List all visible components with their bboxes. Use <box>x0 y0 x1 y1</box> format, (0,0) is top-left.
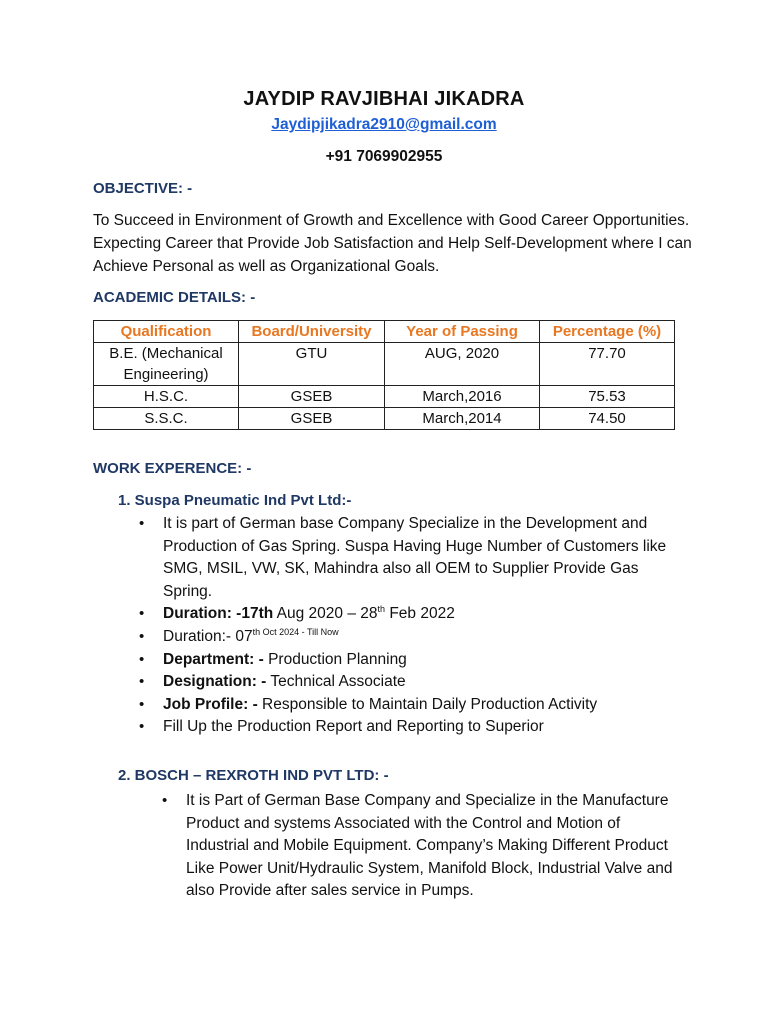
department-label: Department: - <box>163 650 264 668</box>
phone-number: +91 7069902955 <box>325 148 443 165</box>
column-header: Year of Passing <box>385 321 540 343</box>
table-cell: March,2016 <box>385 386 540 408</box>
job2-description: It is Part of German Base Company and Specialize in the Manufacture Product and systems Associated with the Control and Motion of Industrial and Mobile Equipment. Company’s Making Different Product Like Power Unit/Hydraulic System, Manifold Block, Industrial Valve and also Provide after sales service in Pumps. <box>186 792 673 900</box>
table-cell: S.S.C. <box>94 408 239 430</box>
designation-label: Designation: - <box>163 673 267 691</box>
table-cell: AUG, 2020 <box>385 343 540 386</box>
profile-label: Job Profile: - <box>163 695 258 713</box>
candidate-name: JAYDIP RAVJIBHAI JIKADRA <box>243 88 525 110</box>
profile-value: Responsible to Maintain Daily Production Activity <box>257 695 598 713</box>
duration-sup: th <box>377 604 386 615</box>
list-item <box>162 790 682 903</box>
list-item <box>139 649 684 672</box>
table-header-row <box>94 321 675 343</box>
designation-value: Technical Associate <box>266 673 406 691</box>
department-value: Production Planning <box>263 650 407 668</box>
duration-label: Duration: -17th <box>163 605 274 623</box>
extra-duty: Fill Up the Production Report and Reporting to Superior <box>163 718 544 736</box>
duration-end: Feb 2022 <box>385 605 455 623</box>
objective-text: To Succeed in Environment of Growth and Excellence with Good Career Opportunities. Expecting Career that Provide Job Satisfaction and Help Self-Development where I can Achieve Personal as well as Organizational Goals. <box>93 212 692 275</box>
objective-heading: OBJECTIVE: - <box>93 180 193 197</box>
table-row <box>94 343 675 386</box>
list-item <box>139 716 684 739</box>
table-cell: 77.70 <box>540 343 675 386</box>
list-item <box>139 513 684 603</box>
duration2-prefix: Duration:- 07 <box>163 627 253 645</box>
list-item <box>139 694 684 717</box>
list-item <box>139 671 684 694</box>
job1-description: It is part of German base Company Specialize in the Development and Production of Gas Spring. Suspa Having Huge Number of Customers like SMG, MSIL, VW, SK, Mahindra also all OEM to Supplier Provide Gas Spring. <box>163 515 667 600</box>
email-link[interactable]: Jaydipjikadra2910@gmail.com <box>271 116 497 133</box>
duration2-sup: th Oct 2024 - Till Now <box>252 626 339 637</box>
table-cell: GSEB <box>239 386 385 408</box>
table-row <box>94 408 675 430</box>
table-cell: GSEB <box>239 408 385 430</box>
table-row <box>94 386 675 408</box>
list-item <box>139 626 684 649</box>
table-cell: 75.53 <box>540 386 675 408</box>
work-heading: WORK EXPERENCE: - <box>93 460 252 477</box>
column-header: Board/University <box>239 321 385 343</box>
academic-heading: ACADEMIC DETAILS: - <box>93 289 256 306</box>
table-cell: B.E. (Mechanical Engineering) <box>94 343 239 386</box>
duration-start: Aug 2020 – 28 <box>273 605 378 623</box>
list-item <box>139 603 684 626</box>
table-cell: GTU <box>239 343 385 386</box>
academic-table <box>93 320 675 430</box>
job1-details <box>139 513 684 739</box>
job2-title: 2. BOSCH – REXROTH IND PVT LTD: - <box>118 767 389 784</box>
column-header: Percentage (%) <box>540 321 675 343</box>
table-cell: H.S.C. <box>94 386 239 408</box>
column-header: Qualification <box>94 321 239 343</box>
job1-title: 1. Suspa Pneumatic Ind Pvt Ltd:- <box>118 492 352 509</box>
job2-details <box>162 790 682 903</box>
table-cell: March,2014 <box>385 408 540 430</box>
table-cell: 74.50 <box>540 408 675 430</box>
